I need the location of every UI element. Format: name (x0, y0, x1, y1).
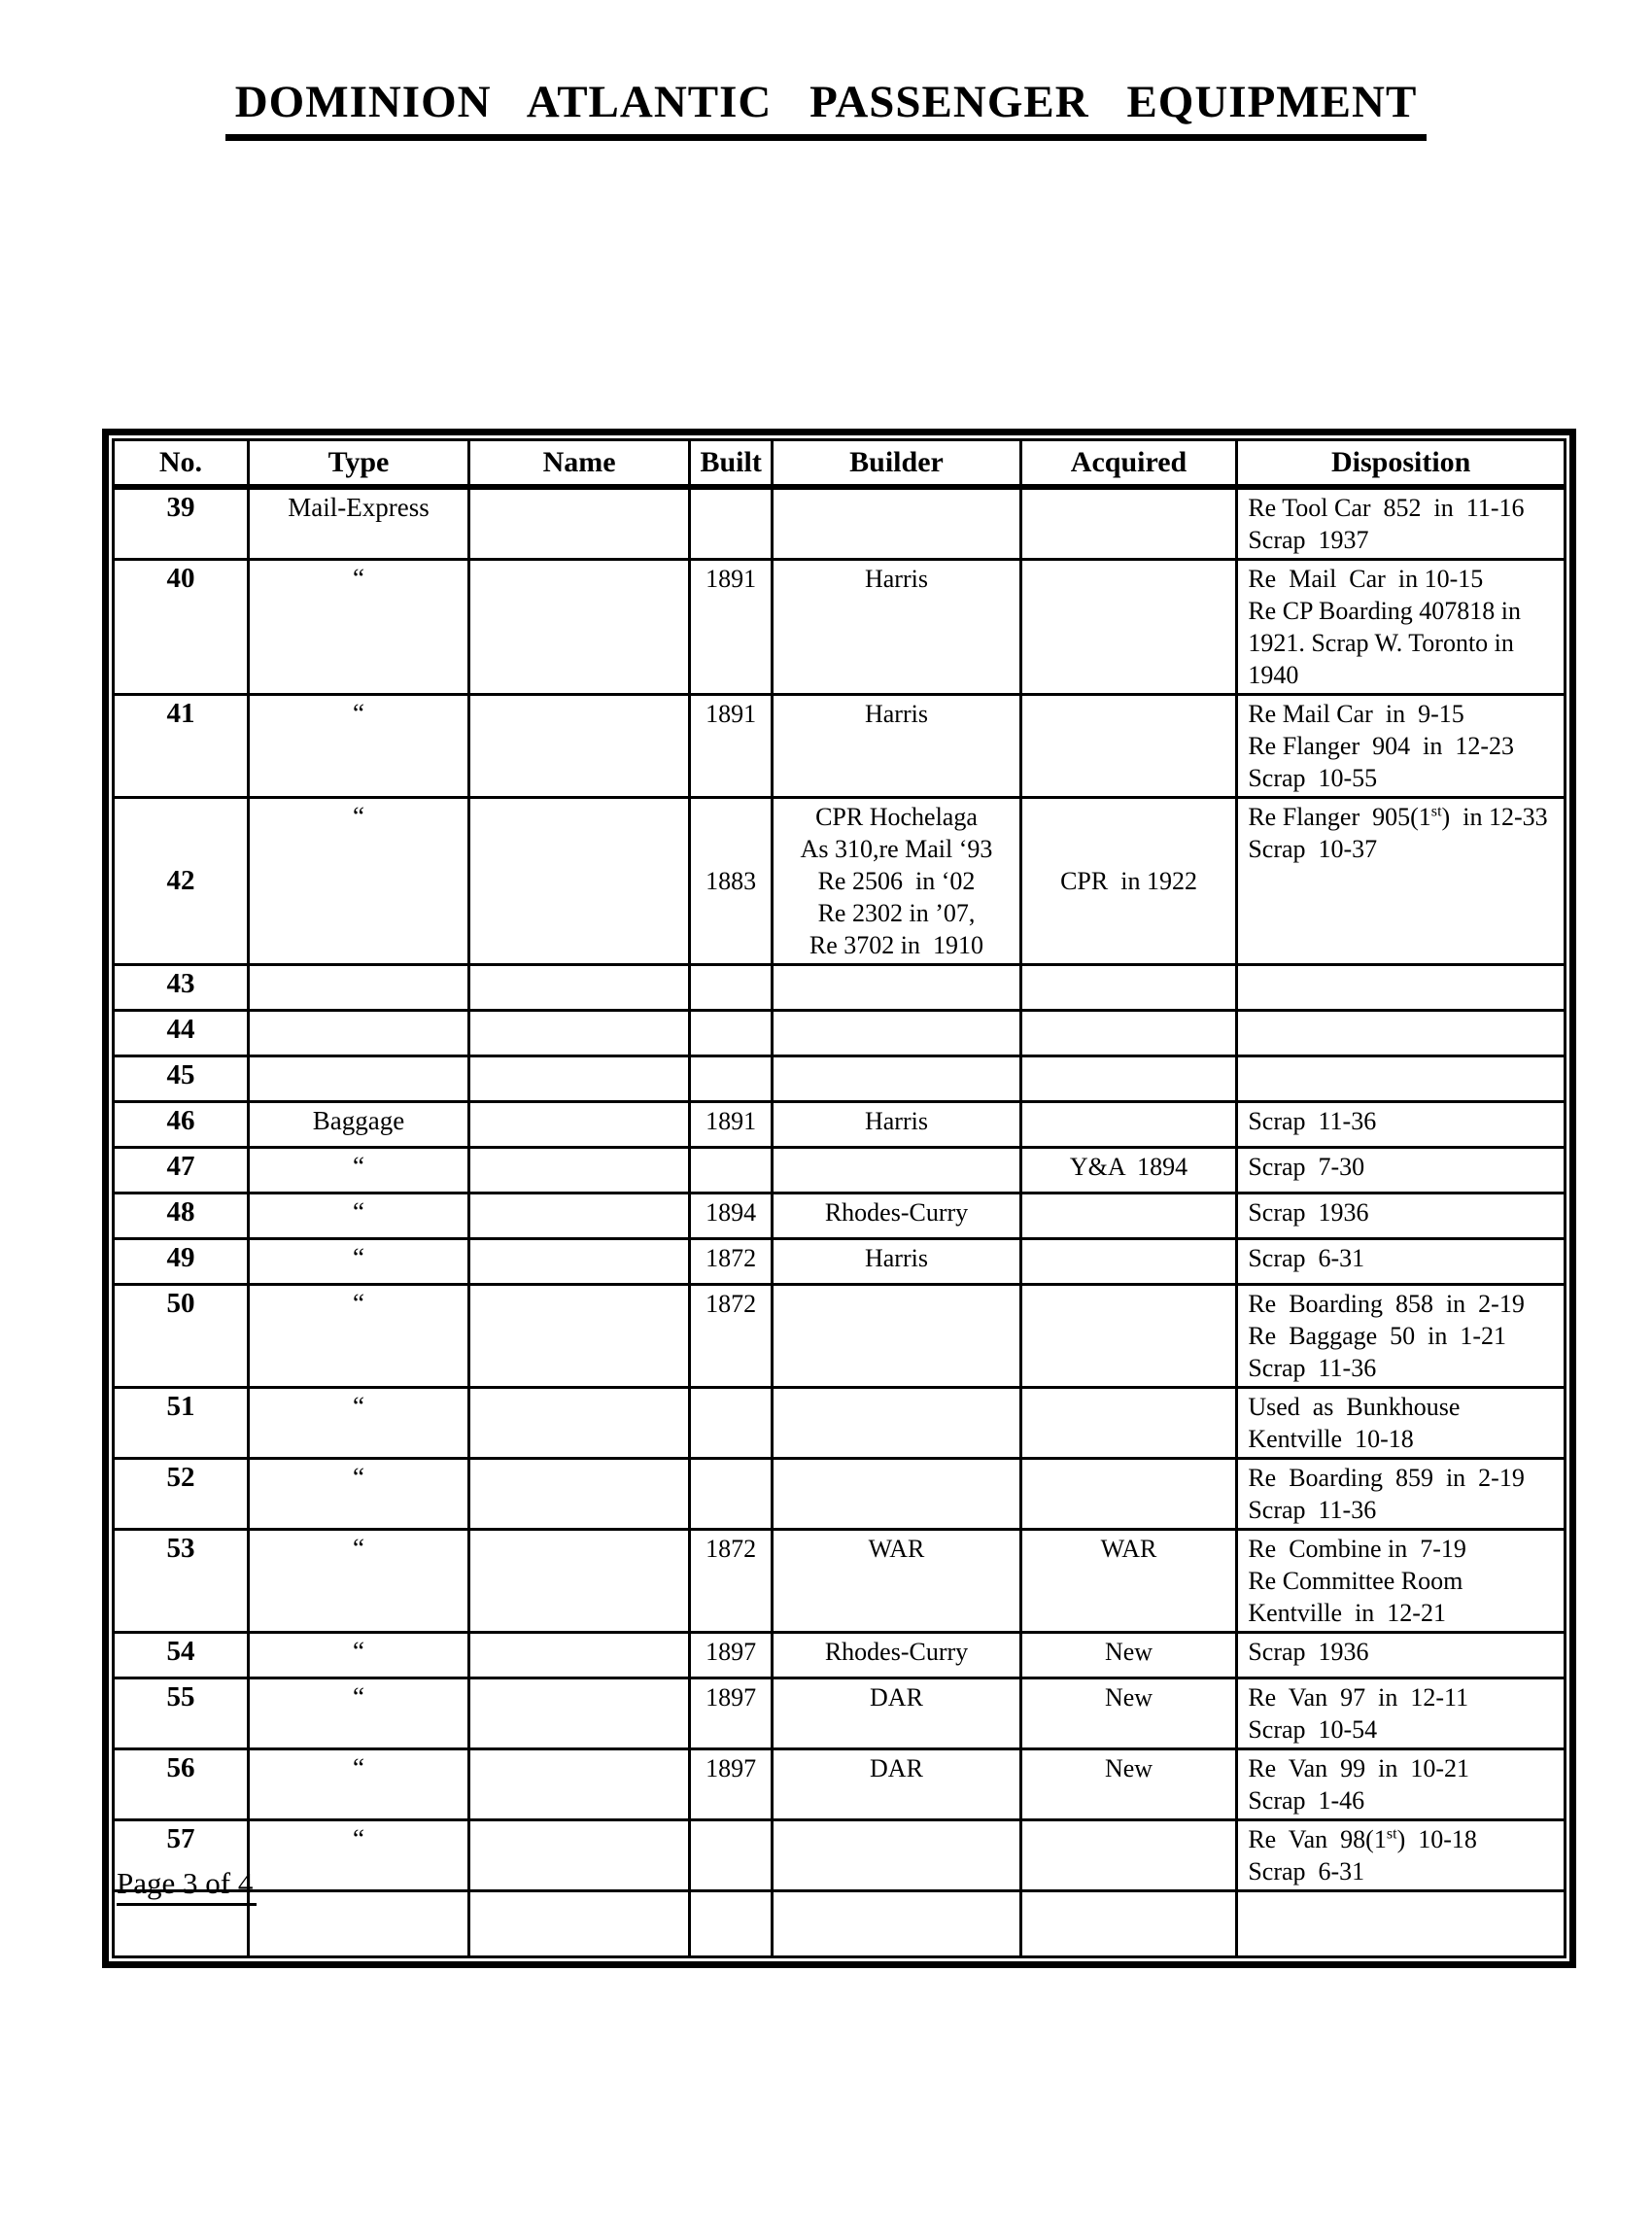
cell-disposition (1237, 1820, 1566, 1891)
cell-built (690, 1749, 773, 1820)
table-row (114, 1239, 1566, 1285)
cell-disposition (1237, 1056, 1566, 1102)
cell-builder (773, 560, 1020, 695)
cell-type (248, 1285, 468, 1388)
cell-line: “ (352, 802, 364, 831)
cell-disposition (1237, 1193, 1566, 1239)
cell-name (469, 1678, 690, 1749)
cell-type (248, 1633, 468, 1678)
cell-type (248, 1239, 468, 1285)
cell-line: 56 (166, 1752, 195, 1783)
cell-line: CPR in 1922 (1060, 867, 1197, 895)
cell-name (469, 1239, 690, 1285)
cell-line: Scrap 1936 (1248, 1638, 1369, 1666)
cell-type (248, 1459, 468, 1530)
cell-no (114, 1459, 249, 1530)
document-page (0, 76, 1652, 1900)
table-row (114, 695, 1566, 798)
cell-builder (773, 1102, 1020, 1148)
cell-acquired (1020, 798, 1237, 965)
table-row (114, 1678, 1566, 1749)
cell-builder (773, 1633, 1020, 1678)
cell-disposition (1237, 560, 1566, 695)
cell-acquired (1020, 1285, 1237, 1388)
cell-line: “ (352, 699, 364, 728)
cell-name (469, 1459, 690, 1530)
cell-disposition (1237, 1530, 1566, 1633)
cell-line: WAR (1100, 1535, 1157, 1563)
table-row (114, 1749, 1566, 1820)
header-cell-acquired: Acquired (1020, 440, 1237, 488)
cell-built (690, 1148, 773, 1193)
cell-line: Baggage (312, 1106, 405, 1135)
cell-builder (773, 1891, 1020, 1957)
cell-line: 54 (166, 1636, 195, 1667)
cell-line: “ (352, 1289, 364, 1318)
table-row (114, 1530, 1566, 1633)
cell-line: 44 (166, 1014, 195, 1045)
cell-no (114, 965, 249, 1011)
cell-type (248, 1056, 468, 1102)
cell-built (690, 1239, 773, 1285)
cell-line: Harris (864, 1107, 928, 1135)
cell-disposition (1237, 1459, 1566, 1530)
cell-line: 1894 (706, 1198, 757, 1227)
cell-line: Re Committee Room (1248, 1567, 1463, 1595)
cell-acquired (1020, 1239, 1237, 1285)
cell-builder (773, 1239, 1020, 1285)
cell-line: Scrap 7-30 (1248, 1153, 1365, 1181)
cell-line: Re Van 99 in 10-21 (1248, 1754, 1470, 1782)
cell-line: 1891 (706, 700, 757, 728)
cell-disposition (1237, 1749, 1566, 1820)
cell-acquired (1020, 1678, 1237, 1749)
cell-disposition (1237, 1633, 1566, 1678)
cell-line: 1897 (706, 1683, 757, 1712)
cell-builder (773, 1749, 1020, 1820)
cell-acquired (1020, 1633, 1237, 1678)
cell-line: 1872 (706, 1535, 757, 1563)
cell-built (690, 965, 773, 1011)
cell-no (114, 487, 249, 560)
cell-name (469, 1388, 690, 1459)
cell-disposition (1237, 1011, 1566, 1056)
cell-built (690, 1678, 773, 1749)
cell-line: Re Combine in 7-19 (1248, 1535, 1466, 1563)
cell-line: New (1104, 1754, 1153, 1782)
cell-type (248, 1749, 468, 1820)
cell-builder (773, 1285, 1020, 1388)
cell-line: Re Mail Car in 10-15 (1248, 565, 1484, 593)
cell-line: Scrap 1937 (1248, 526, 1369, 554)
page-footer: Page 3 of 4 (117, 1866, 257, 1906)
cell-disposition (1237, 1102, 1566, 1148)
cell-name (469, 1749, 690, 1820)
cell-built (690, 1530, 773, 1633)
cell-built (690, 1459, 773, 1530)
header-cell-type: Type (248, 440, 468, 488)
cell-acquired (1020, 1148, 1237, 1193)
cell-name (469, 1148, 690, 1193)
cell-builder (773, 1530, 1020, 1633)
cell-line: 57 (166, 1823, 195, 1854)
cell-type (248, 560, 468, 695)
cell-acquired (1020, 1388, 1237, 1459)
cell-builder (773, 1678, 1020, 1749)
cell-line: 1891 (706, 565, 757, 593)
cell-type (248, 1011, 468, 1056)
cell-line: Used as Bunkhouse (1248, 1393, 1461, 1421)
table-row (114, 1891, 1566, 1957)
cell-type (248, 487, 468, 560)
cell-builder (773, 1011, 1020, 1056)
cell-disposition (1237, 1148, 1566, 1193)
cell-built (690, 1193, 773, 1239)
cell-line: CPR Hochelaga (815, 803, 978, 831)
cell-line: Re Boarding 858 in 2-19 (1248, 1290, 1525, 1318)
cell-line: Re Flanger 904 in 12-23 (1248, 732, 1514, 760)
cell-line: Re Flanger 905(1st) in 12-33 (1248, 803, 1548, 831)
cell-type (248, 1388, 468, 1459)
cell-no (114, 1678, 249, 1749)
cell-line: “ (352, 1824, 364, 1853)
cell-line: Re 2506 in ‘02 (817, 867, 976, 895)
cell-acquired (1020, 1193, 1237, 1239)
cell-line: “ (352, 564, 364, 593)
table-row (114, 487, 1566, 560)
cell-line: Scrap 11-36 (1248, 1354, 1377, 1382)
cell-no (114, 1285, 249, 1388)
header-row (114, 440, 1566, 488)
header-cell-name: Name (469, 440, 690, 488)
cell-line: “ (352, 1197, 364, 1227)
table-row (114, 1285, 1566, 1388)
cell-acquired (1020, 1530, 1237, 1633)
cell-no (114, 1102, 249, 1148)
cell-line: 1921. Scrap W. Toronto in (1248, 629, 1514, 657)
cell-acquired (1020, 1891, 1237, 1957)
cell-builder (773, 1193, 1020, 1239)
cell-line: 48 (166, 1196, 195, 1228)
cell-name (469, 1633, 690, 1678)
cell-builder (773, 965, 1020, 1011)
cell-no (114, 1239, 249, 1285)
cell-line: As 310,re Mail ‘93 (800, 835, 993, 863)
cell-built (690, 1820, 773, 1891)
cell-line: Re 2302 in ’07, (817, 899, 976, 927)
cell-name (469, 1011, 690, 1056)
cell-no (114, 1011, 249, 1056)
cell-line: 46 (166, 1105, 195, 1136)
cell-line: 1897 (706, 1638, 757, 1666)
cell-builder (773, 695, 1020, 798)
cell-built (690, 487, 773, 560)
cell-line: 1940 (1248, 661, 1299, 689)
cell-line: Kentville 10-18 (1248, 1425, 1414, 1453)
header-cell-builder: Builder (773, 440, 1020, 488)
cell-line: 47 (166, 1151, 195, 1182)
cell-builder (773, 1148, 1020, 1193)
cell-no (114, 1148, 249, 1193)
cell-type (248, 1678, 468, 1749)
table-row (114, 1193, 1566, 1239)
cell-built (690, 1891, 773, 1957)
cell-line: 40 (166, 563, 195, 594)
header-cell-no: No. (114, 440, 249, 488)
cell-line: Scrap 1936 (1248, 1198, 1369, 1227)
cell-line: 45 (166, 1059, 195, 1090)
cell-no (114, 1633, 249, 1678)
cell-no (114, 1056, 249, 1102)
cell-built (690, 1011, 773, 1056)
cell-builder (773, 1388, 1020, 1459)
table-row (114, 1388, 1566, 1459)
cell-no (114, 798, 249, 965)
cell-line: 1872 (706, 1244, 757, 1272)
cell-disposition (1237, 1678, 1566, 1749)
cell-line: 39 (166, 492, 195, 523)
cell-line: Kentville in 12-21 (1248, 1599, 1446, 1627)
cell-line: Rhodes-Curry (824, 1198, 969, 1227)
cell-line: WAR (868, 1535, 925, 1563)
cell-line: 43 (166, 968, 195, 999)
cell-line: New (1104, 1683, 1153, 1712)
cell-builder (773, 1820, 1020, 1891)
cell-disposition (1237, 1285, 1566, 1388)
cell-line: 1891 (706, 1107, 757, 1135)
cell-no (114, 1749, 249, 1820)
cell-line: 51 (166, 1391, 195, 1422)
cell-line: “ (352, 1463, 364, 1492)
cell-disposition (1237, 1388, 1566, 1459)
cell-acquired (1020, 1820, 1237, 1891)
cell-name (469, 695, 690, 798)
cell-acquired (1020, 1102, 1237, 1148)
cell-name (469, 1056, 690, 1102)
cell-line: “ (352, 1753, 364, 1782)
cell-line: Harris (864, 565, 928, 593)
cell-line: Re 3702 in 1910 (809, 931, 984, 959)
cell-builder (773, 1056, 1020, 1102)
cell-type (248, 1193, 468, 1239)
table-row (114, 1056, 1566, 1102)
table-row (114, 965, 1566, 1011)
cell-line: Re Tool Car 852 in 11-16 (1248, 494, 1525, 522)
cell-acquired (1020, 1749, 1237, 1820)
table-row (114, 1633, 1566, 1678)
cell-built (690, 560, 773, 695)
cell-type (248, 1530, 468, 1633)
cell-acquired (1020, 965, 1237, 1011)
cell-disposition (1237, 1891, 1566, 1957)
page-title: DOMINION ATLANTIC PASSENGER EQUIPMENT (225, 76, 1428, 141)
cell-type (248, 965, 468, 1011)
cell-line: Re Van 97 in 12-11 (1248, 1683, 1469, 1712)
cell-no (114, 1388, 249, 1459)
cell-line: Scrap 10-37 (1248, 835, 1378, 863)
cell-line: Re Baggage 50 in 1-21 (1248, 1322, 1507, 1350)
cell-line: 53 (166, 1533, 195, 1564)
cell-line: Scrap 10-55 (1248, 764, 1378, 792)
cell-line: Re CP Boarding 407818 in (1248, 597, 1522, 625)
cell-no (114, 560, 249, 695)
cell-line: 41 (166, 698, 195, 729)
cell-line: Scrap 11-36 (1248, 1496, 1377, 1524)
cell-name (469, 487, 690, 560)
cell-line: 42 (166, 865, 195, 896)
cell-line: 1897 (706, 1754, 757, 1782)
cell-type (248, 798, 468, 965)
cell-type (248, 1148, 468, 1193)
cell-line: 50 (166, 1288, 195, 1319)
cell-line: DAR (870, 1754, 923, 1782)
cell-disposition (1237, 695, 1566, 798)
cell-line: Scrap 10-54 (1248, 1715, 1378, 1744)
cell-built (690, 1388, 773, 1459)
cell-no (114, 695, 249, 798)
cell-line: Harris (864, 1244, 928, 1272)
cell-line: “ (352, 1243, 364, 1272)
cell-line: Rhodes-Curry (824, 1638, 969, 1666)
cell-builder (773, 798, 1020, 965)
cell-disposition (1237, 798, 1566, 965)
table-row (114, 560, 1566, 695)
cell-name (469, 1891, 690, 1957)
cell-line: “ (352, 1534, 364, 1563)
title-area (0, 76, 1652, 141)
cell-line: 1872 (706, 1290, 757, 1318)
table-row (114, 1820, 1566, 1891)
cell-line: “ (352, 1152, 364, 1181)
header-cell-built: Built (690, 440, 773, 488)
cell-no (114, 1530, 249, 1633)
cell-line: Y&A 1894 (1069, 1153, 1188, 1181)
cell-line: Harris (864, 700, 928, 728)
cell-name (469, 560, 690, 695)
cell-line: “ (352, 1682, 364, 1712)
cell-line: Scrap 11-36 (1248, 1107, 1377, 1135)
cell-name (469, 1102, 690, 1148)
cell-type (248, 1102, 468, 1148)
cell-line: Scrap 6-31 (1248, 1244, 1365, 1272)
cell-builder (773, 487, 1020, 560)
cell-builder (773, 1459, 1020, 1530)
cell-line: Scrap 1-46 (1248, 1786, 1365, 1815)
cell-type (248, 695, 468, 798)
cell-type (248, 1891, 468, 1957)
cell-line: New (1104, 1638, 1153, 1666)
table-row (114, 1148, 1566, 1193)
cell-line: 1883 (706, 867, 757, 895)
cell-line: 49 (166, 1242, 195, 1273)
cell-line: 55 (166, 1681, 195, 1712)
header-cell-disposition: Disposition (1237, 440, 1566, 488)
cell-built (690, 1633, 773, 1678)
cell-acquired (1020, 1056, 1237, 1102)
cell-line: Re Boarding 859 in 2-19 (1248, 1464, 1525, 1492)
cell-acquired (1020, 487, 1237, 560)
cell-name (469, 1285, 690, 1388)
table-row (114, 798, 1566, 965)
cell-name (469, 798, 690, 965)
cell-acquired (1020, 695, 1237, 798)
cell-name (469, 1193, 690, 1239)
cell-built (690, 1056, 773, 1102)
cell-line: DAR (870, 1683, 923, 1712)
cell-line: “ (352, 1392, 364, 1421)
cell-acquired (1020, 560, 1237, 695)
cell-built (690, 1102, 773, 1148)
equipment-table (102, 429, 1576, 1968)
cell-line: “ (352, 1637, 364, 1666)
cell-disposition (1237, 965, 1566, 1011)
cell-line: 52 (166, 1462, 195, 1493)
table-row (114, 1459, 1566, 1530)
cell-built (690, 1285, 773, 1388)
cell-line: Scrap 6-31 (1248, 1857, 1365, 1885)
cell-name (469, 1820, 690, 1891)
table-row (114, 1102, 1566, 1148)
cell-type (248, 1820, 468, 1891)
cell-acquired (1020, 1011, 1237, 1056)
cell-disposition (1237, 487, 1566, 560)
cell-line: Mail-Express (288, 493, 430, 522)
cell-acquired (1020, 1459, 1237, 1530)
table-row (114, 1011, 1566, 1056)
cell-built (690, 798, 773, 965)
equipment-table-grid (112, 438, 1566, 1958)
cell-line: Re Van 98(1st) 10-18 (1248, 1825, 1477, 1853)
cell-disposition (1237, 1239, 1566, 1285)
cell-built (690, 695, 773, 798)
cell-name (469, 1530, 690, 1633)
cell-name (469, 965, 690, 1011)
cell-no (114, 1193, 249, 1239)
cell-line: Re Mail Car in 9-15 (1248, 700, 1464, 728)
